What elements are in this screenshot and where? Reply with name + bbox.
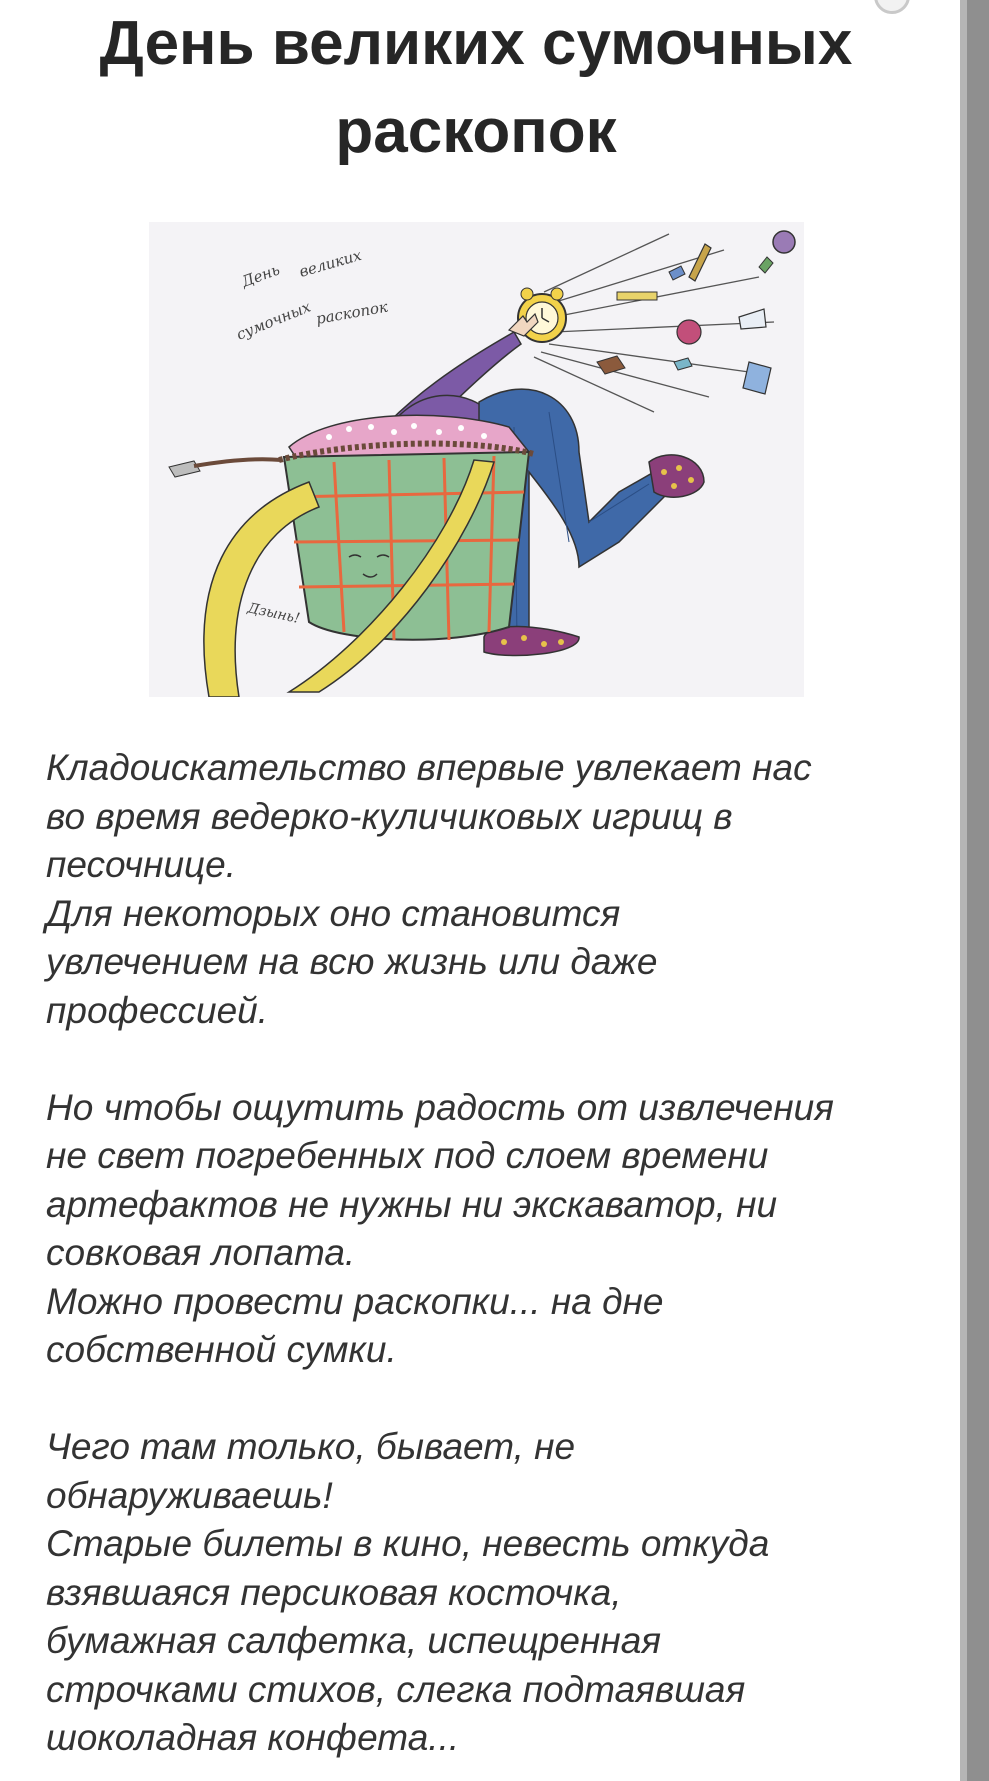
caption-handwritten-2: великих <box>297 245 364 281</box>
article-body <box>46 744 926 1781</box>
text-line: бумажная салфетка, испещренная <box>46 1620 662 1661</box>
text-line: строчками стихов, слегка подтаявшая <box>46 1668 746 1710</box>
text-line: Можно провести раскопки... на дне <box>46 1280 664 1322</box>
text-line: профессией. <box>46 989 269 1031</box>
article-title <box>0 0 952 176</box>
text-line: Но чтобы ощутить радость от извлечения <box>46 1086 834 1128</box>
bag-label: Дзынь! <box>246 600 302 627</box>
text-line: во время ведерко-куличиковых игрищ в <box>46 795 733 837</box>
paragraph-2 <box>46 1084 926 1375</box>
text-line: шоколадная конфета... <box>46 1717 460 1758</box>
text-line: обнаруживаешь! <box>46 1474 333 1516</box>
caption-handwritten-4: раскопок <box>314 297 390 328</box>
article-illustration[interactable] <box>149 222 804 697</box>
text-line: взявшаяся персиковая косточка, <box>46 1571 622 1613</box>
text-line: совковая лопата. <box>46 1232 356 1273</box>
caption-handwritten-1: День <box>239 260 283 291</box>
text-line: не свет погребенных под слоем времени <box>46 1135 769 1176</box>
text-line: увлечением на всю жизнь или даже <box>46 941 658 982</box>
text-line: Кладоискательство впервые увлекает нас <box>46 747 812 788</box>
paragraph-3 <box>46 1423 926 1763</box>
text-line: собственной сумки. <box>46 1329 397 1370</box>
caption-handwritten-3: сумочных <box>233 297 314 344</box>
text-line: артефактов не нужны ни экскаватор, ни <box>46 1183 778 1225</box>
title-line-2: раскопок <box>335 97 617 166</box>
title-line-1: День великих сумочных <box>99 9 853 78</box>
scrollbar[interactable] <box>960 0 989 1781</box>
text-line: Старые билеты в кино, невесть откуда <box>46 1523 770 1564</box>
text-line: песочнице. <box>46 844 237 885</box>
paragraph-1 <box>46 744 926 1035</box>
handbag-dig-illustration <box>149 222 804 697</box>
text-line: Для некоторых оно становится <box>46 892 621 934</box>
text-line: Чего там только, бывает, не <box>46 1426 576 1467</box>
